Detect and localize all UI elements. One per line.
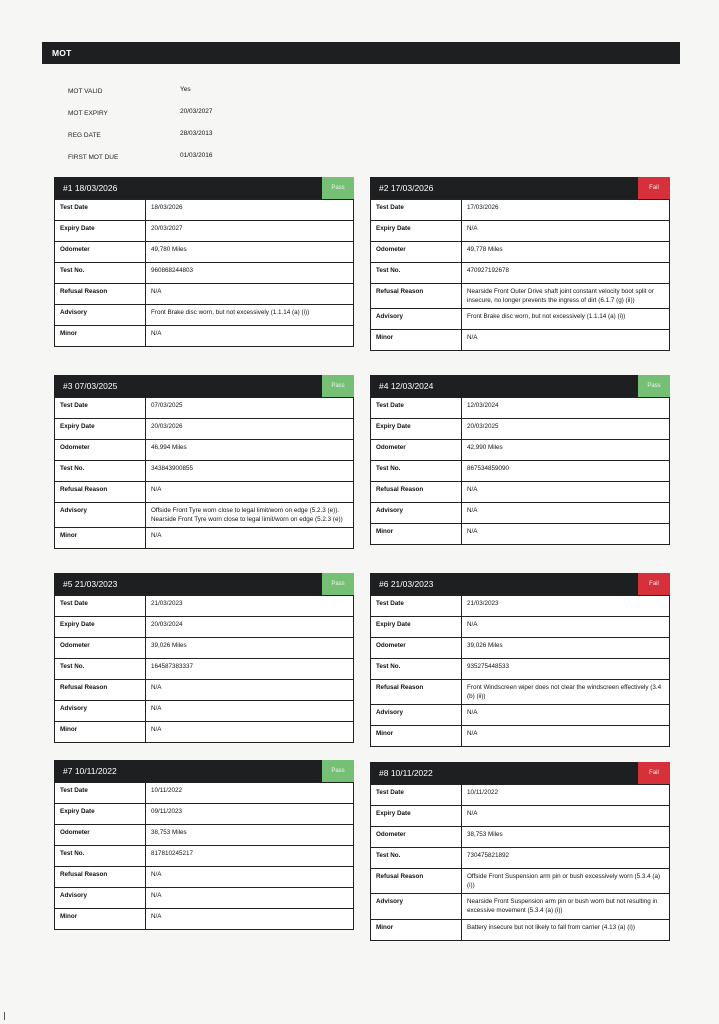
table-row [55, 846, 354, 867]
status-badge: Fail [638, 762, 670, 784]
test-card-header [54, 573, 354, 595]
field-label: Refusal Reason [55, 284, 146, 305]
field-value-advisory: N/A [146, 888, 354, 909]
field-value-test-no: 470927192678 [462, 263, 670, 284]
field-label: Refusal Reason [371, 680, 462, 705]
table-row [371, 785, 670, 806]
field-value-advisory: N/A [146, 701, 354, 722]
table-row [55, 398, 354, 419]
field-label: Refusal Reason [371, 284, 462, 309]
field-value-refusal-reason: N/A [146, 482, 354, 503]
test-card [54, 177, 354, 347]
test-card [54, 573, 354, 743]
table-row [55, 867, 354, 888]
field-value-refusal-reason: N/A [146, 284, 354, 305]
table-row [371, 596, 670, 617]
field-label: Advisory [55, 888, 146, 909]
field-label: Minor [371, 726, 462, 747]
field-value-test-date: 18/03/2026 [146, 200, 354, 221]
field-value-test-date: 10/11/2022 [146, 783, 354, 804]
table-row [55, 263, 354, 284]
field-value-advisory: Front Brake disc worn, but not excessively (1.1.14 (a) (i)) [462, 309, 670, 330]
summary-label: REG DATE [68, 132, 101, 139]
field-value-refusal-reason: Nearside Front Outer Drive shaft joint constant velocity boot split or insecure, no longer prevents the ingress of dirt (6.1.7 (g) (ii)) [462, 284, 670, 309]
test-details-table [54, 397, 354, 549]
field-value-expiry-date: N/A [462, 221, 670, 242]
mot-section-header: MOT [42, 42, 680, 64]
test-title: #5 21/03/2023 [63, 579, 118, 589]
status-badge: Fail [638, 573, 670, 595]
field-label: Odometer [371, 638, 462, 659]
field-label: Expiry Date [55, 804, 146, 825]
table-row [371, 617, 670, 638]
field-label: Advisory [371, 894, 462, 919]
table-row [55, 482, 354, 503]
field-value-test-no: 935275448533 [462, 659, 670, 680]
field-label: Test No. [371, 848, 462, 869]
test-card [370, 177, 670, 351]
table-row [55, 888, 354, 909]
field-label: Test Date [55, 596, 146, 617]
field-label: Advisory [371, 503, 462, 524]
field-label: Test Date [371, 398, 462, 419]
table-row [371, 503, 670, 524]
field-value-advisory: Offside Front Tyre worn close to legal limit/worn on edge (5.2.3 (e)). Nearside Front Tyre worn close to legal limit/worn on edge (5.2.3 (e)) [146, 503, 354, 528]
table-row [55, 909, 354, 930]
field-value-test-no: 817810245217 [146, 846, 354, 867]
status-badge: Pass [638, 375, 670, 397]
field-label: Expiry Date [371, 221, 462, 242]
field-label: Minor [55, 722, 146, 743]
table-row [371, 524, 670, 545]
field-value-test-date: 17/03/2026 [462, 200, 670, 221]
field-label: Test No. [371, 461, 462, 482]
field-label: Test Date [371, 785, 462, 806]
table-row [371, 440, 670, 461]
table-row [371, 330, 670, 351]
table-row [371, 869, 670, 894]
field-value-test-date: 21/03/2023 [462, 596, 670, 617]
field-label: Refusal Reason [371, 482, 462, 503]
field-value-odometer: 38,753 Miles [146, 825, 354, 846]
field-value-odometer: 39,026 Miles [462, 638, 670, 659]
field-label: Advisory [55, 305, 146, 326]
field-label: Test No. [55, 263, 146, 284]
field-value-refusal-reason: N/A [462, 482, 670, 503]
summary-value: 28/03/2013 [180, 130, 213, 137]
field-label: Test No. [371, 263, 462, 284]
test-title: #4 12/03/2024 [379, 381, 434, 391]
table-row [371, 284, 670, 309]
field-value-test-no: 960868244803 [146, 263, 354, 284]
field-label: Advisory [55, 503, 146, 528]
table-row [55, 680, 354, 701]
field-label: Odometer [371, 440, 462, 461]
field-value-test-date: 21/03/2023 [146, 596, 354, 617]
table-row [371, 461, 670, 482]
field-value-minor: N/A [462, 330, 670, 351]
field-label: Expiry Date [55, 221, 146, 242]
field-value-odometer: 46,994 Miles [146, 440, 354, 461]
field-value-minor: N/A [146, 326, 354, 347]
test-title: #7 10/11/2022 [63, 766, 117, 776]
field-label: Odometer [371, 242, 462, 263]
field-label: Test Date [371, 200, 462, 221]
test-details-table [370, 199, 670, 351]
test-card-header [54, 375, 354, 397]
table-row [371, 419, 670, 440]
field-label: Odometer [55, 242, 146, 263]
field-value-test-no: 730475821892 [462, 848, 670, 869]
test-card [370, 762, 670, 941]
status-badge: Pass [322, 760, 354, 782]
field-label: Test No. [371, 659, 462, 680]
test-details-table [54, 595, 354, 743]
table-row [371, 221, 670, 242]
test-details-table [370, 397, 670, 545]
summary-label: MOT VALID [68, 88, 103, 95]
field-label: Refusal Reason [371, 869, 462, 894]
test-title: #3 07/03/2025 [63, 381, 118, 391]
table-row [55, 596, 354, 617]
field-label: Advisory [55, 701, 146, 722]
table-row [55, 825, 354, 846]
test-card [54, 375, 354, 549]
field-label: Odometer [55, 825, 146, 846]
field-value-expiry-date: 20/03/2026 [146, 419, 354, 440]
table-row [55, 617, 354, 638]
test-card-header [370, 177, 670, 199]
field-value-odometer: 49,780 Miles [146, 242, 354, 263]
field-value-expiry-date: 20/03/2024 [146, 617, 354, 638]
field-label: Odometer [55, 638, 146, 659]
field-label: Minor [55, 909, 146, 930]
table-row [371, 659, 670, 680]
table-row [371, 919, 670, 940]
table-row [371, 200, 670, 221]
field-value-minor: N/A [146, 528, 354, 549]
table-row [371, 726, 670, 747]
table-row [55, 200, 354, 221]
table-row [371, 806, 670, 827]
summary-label: FIRST MOT DUE [68, 154, 119, 161]
field-value-odometer: 42,990 Miles [462, 440, 670, 461]
field-value-test-no: 343843900855 [146, 461, 354, 482]
table-row [371, 263, 670, 284]
table-row [55, 305, 354, 326]
field-value-odometer: 38,753 Miles [462, 827, 670, 848]
table-row [55, 461, 354, 482]
status-badge: Fail [638, 177, 670, 199]
table-row [55, 221, 354, 242]
test-card [370, 573, 670, 747]
field-value-test-date: 12/03/2024 [462, 398, 670, 419]
field-value-refusal-reason: Front Windscreen wiper does not clear the windscreen effectively (3.4 (b) (ii)) [462, 680, 670, 705]
field-value-minor: Battery insecure but not likely to fall from carrier (4.13 (a) (i)) [462, 919, 670, 940]
field-label: Test Date [371, 596, 462, 617]
table-row [371, 894, 670, 919]
table-row [371, 242, 670, 263]
summary-label: MOT EXPIRY [68, 110, 108, 117]
table-row [55, 783, 354, 804]
field-label: Minor [371, 524, 462, 545]
field-value-advisory: Nearside Front Suspension arm pin or bush worn but not resulting in excessive movement (5.3.4 (a) (i)) [462, 894, 670, 919]
field-value-expiry-date: 09/11/2023 [146, 804, 354, 825]
test-title: #1 18/03/2026 [63, 183, 118, 193]
table-row [55, 722, 354, 743]
table-row [55, 284, 354, 305]
test-card [370, 375, 670, 545]
table-row [371, 848, 670, 869]
field-label: Minor [371, 919, 462, 940]
field-value-expiry-date: 20/03/2027 [146, 221, 354, 242]
field-label: Minor [371, 330, 462, 351]
test-details-table [370, 784, 670, 941]
field-label: Refusal Reason [55, 482, 146, 503]
test-details-table [370, 595, 670, 747]
status-badge: Pass [322, 375, 354, 397]
field-label: Advisory [371, 705, 462, 726]
table-row [55, 440, 354, 461]
field-value-test-date: 07/03/2025 [146, 398, 354, 419]
field-label: Odometer [55, 440, 146, 461]
page-mark [4, 1012, 5, 1020]
test-card-header [370, 573, 670, 595]
test-title: #6 21/03/2023 [379, 579, 434, 589]
summary-value: Yes [180, 86, 191, 93]
field-value-minor: N/A [146, 722, 354, 743]
field-value-minor: N/A [462, 524, 670, 545]
field-label: Expiry Date [371, 617, 462, 638]
table-row [55, 503, 354, 528]
table-row [371, 705, 670, 726]
field-value-advisory: Front Brake disc worn, but not excessively (1.1.14 (a) (i)) [146, 305, 354, 326]
field-value-test-no: 164587383337 [146, 659, 354, 680]
field-value-test-no: 867534859090 [462, 461, 670, 482]
field-label: Minor [55, 326, 146, 347]
table-row [55, 528, 354, 549]
table-row [371, 638, 670, 659]
test-card [54, 760, 354, 930]
field-value-expiry-date: N/A [462, 806, 670, 827]
field-label: Expiry Date [371, 806, 462, 827]
field-value-odometer: 39,026 Miles [146, 638, 354, 659]
test-details-table [54, 782, 354, 930]
table-row [55, 659, 354, 680]
field-value-refusal-reason: N/A [146, 680, 354, 701]
table-row [55, 326, 354, 347]
status-badge: Pass [322, 177, 354, 199]
field-value-expiry-date: 20/03/2025 [462, 419, 670, 440]
table-row [371, 309, 670, 330]
table-row [371, 827, 670, 848]
field-label: Test No. [55, 461, 146, 482]
field-label: Odometer [371, 827, 462, 848]
table-row [55, 419, 354, 440]
field-label: Expiry Date [371, 419, 462, 440]
summary-value: 20/03/2027 [180, 108, 213, 115]
field-label: Test No. [55, 659, 146, 680]
field-label: Refusal Reason [55, 680, 146, 701]
table-row [55, 804, 354, 825]
table-row [371, 680, 670, 705]
field-value-advisory: N/A [462, 503, 670, 524]
test-details-table [54, 199, 354, 347]
summary-value: 01/03/2016 [180, 152, 213, 159]
test-card-header [370, 375, 670, 397]
field-label: Test Date [55, 398, 146, 419]
test-title: #8 10/11/2022 [379, 768, 433, 778]
table-row [371, 482, 670, 503]
field-label: Minor [55, 528, 146, 549]
table-row [55, 701, 354, 722]
field-label: Refusal Reason [55, 867, 146, 888]
table-row [371, 398, 670, 419]
field-label: Expiry Date [55, 617, 146, 638]
test-card-header [370, 762, 670, 784]
test-title: #2 17/03/2026 [379, 183, 434, 193]
test-card-header [54, 177, 354, 199]
table-row [55, 638, 354, 659]
field-value-refusal-reason: N/A [146, 867, 354, 888]
field-value-odometer: 49,778 Miles [462, 242, 670, 263]
table-row [55, 242, 354, 263]
field-label: Test Date [55, 200, 146, 221]
field-value-expiry-date: N/A [462, 617, 670, 638]
field-value-minor: N/A [146, 909, 354, 930]
test-card-header [54, 760, 354, 782]
field-value-refusal-reason: Offside Front Suspension arm pin or bush excessively worn (5.3.4 (a) (i)) [462, 869, 670, 894]
field-value-minor: N/A [462, 726, 670, 747]
field-label: Test Date [55, 783, 146, 804]
status-badge: Pass [322, 573, 354, 595]
field-label: Advisory [371, 309, 462, 330]
field-value-advisory: N/A [462, 705, 670, 726]
field-value-test-date: 10/11/2022 [462, 785, 670, 806]
field-label: Expiry Date [55, 419, 146, 440]
field-label: Test No. [55, 846, 146, 867]
